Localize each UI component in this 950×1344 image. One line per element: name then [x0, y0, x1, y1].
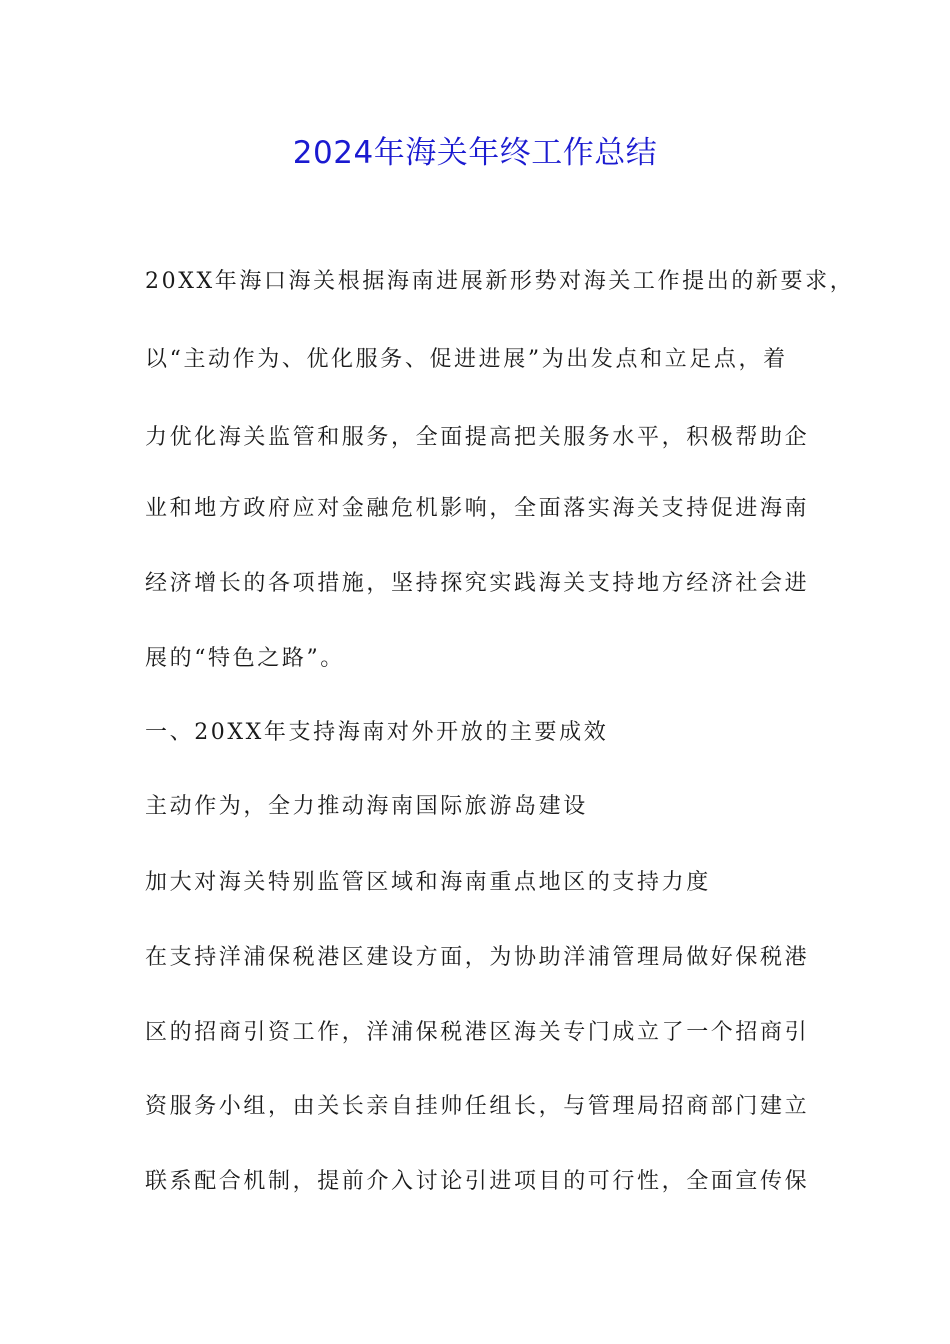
paragraph-line: 联系配合机制，提前介入讨论引进项目的可行性，全面宣传保 — [145, 1169, 810, 1194]
document-title: 2024年海关年终工作总结 — [292, 135, 658, 171]
paragraph-line: 20XX年海口海关根据海南进展新形势对海关工作提出的新要求， — [145, 269, 855, 294]
paragraph-line: 展的“特色之路”。 — [145, 646, 345, 671]
subsection-heading: 加大对海关特别监管区域和海南重点地区的支持力度 — [145, 870, 711, 895]
paragraph-line: 资服务小组，由关长亲自挂帅任组长，与管理局招商部门建立 — [145, 1094, 810, 1119]
paragraph-line: 在支持洋浦保税港区建设方面，为协助洋浦管理局做好保税港 — [145, 945, 810, 970]
paragraph-line: 区的招商引资工作，洋浦保税港区海关专门成立了一个招商引 — [145, 1020, 810, 1045]
paragraph-line: 以“主动作为、优化服务、促进进展”为出发点和立足点，着 — [145, 347, 788, 372]
paragraph-line: 业和地方政府应对金融危机影响，全面落实海关支持促进海南 — [145, 496, 810, 521]
paragraph-line: 力优化海关监管和服务，全面提高把关服务水平，积极帮助企 — [145, 425, 810, 450]
subsection-heading: 主动作为，全力推动海南国际旅游岛建设 — [145, 794, 588, 819]
section-heading: 一、20XX年支持海南对外开放的主要成效 — [145, 720, 609, 745]
paragraph-line: 经济增长的各项措施，坚持探究实践海关支持地方经济社会进 — [145, 571, 810, 596]
